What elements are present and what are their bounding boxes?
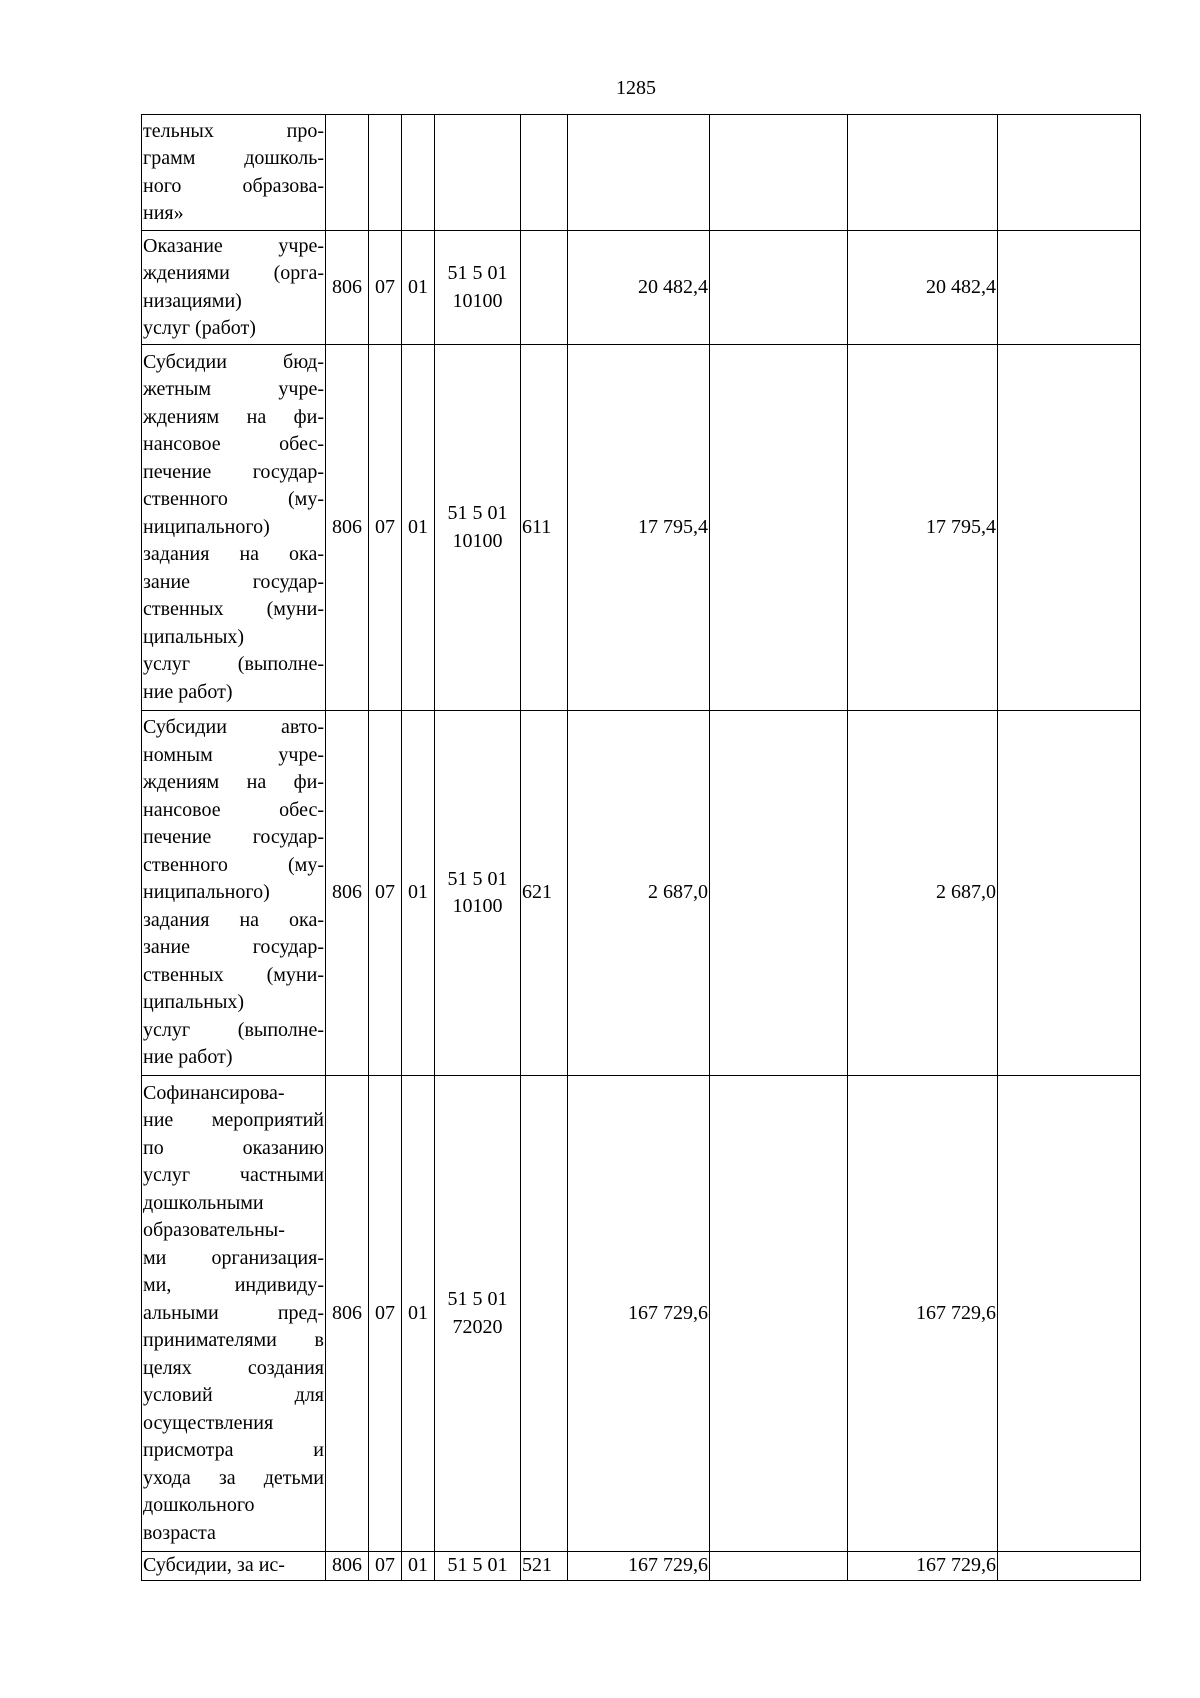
subsection-code-cell: 01 — [402, 1076, 435, 1552]
expense-name-line: задания на ока- — [143, 543, 324, 566]
expense-type-cell: 621 — [521, 711, 568, 1076]
ministry-code-cell: 806 — [326, 1076, 369, 1552]
amount-cell-3: 17 795,4 — [848, 345, 998, 711]
table-row — [142, 115, 1141, 231]
expense-type-cell — [521, 231, 568, 345]
amount-cell-2 — [710, 115, 848, 231]
expense-name-line: Субсидии авто- — [143, 716, 324, 739]
amount-cell-1: 20 482,4 — [568, 231, 710, 345]
expense-name-line: принимателями в — [143, 1329, 324, 1352]
amount-cell-4 — [998, 1552, 1141, 1581]
ministry-code-cell: 806 — [326, 1552, 369, 1581]
amount-cell-1: 167 729,6 — [568, 1076, 710, 1552]
ministry-code-cell — [326, 115, 369, 231]
expense-name-line: ния» — [143, 202, 184, 224]
expense-name-line: дошкольного — [143, 1494, 255, 1517]
target-article-line: 51 5 01 — [447, 502, 508, 524]
expense-name-line: возраста — [143, 1521, 216, 1544]
subsection-code-cell: 01 — [402, 231, 435, 345]
section-code-cell: 07 — [369, 1552, 402, 1581]
expense-name-line: услуг частными — [143, 1164, 324, 1187]
expense-name-line: ного образова- — [143, 174, 324, 197]
expense-name-line: ние мероприятий — [143, 1109, 324, 1132]
expense-name-line: ние работ) — [143, 680, 233, 703]
target-article-line: 51 5 01 — [447, 262, 508, 284]
target-article-cell — [435, 1552, 521, 1581]
section-code-cell: 07 — [369, 1076, 402, 1552]
subsection-code-cell: 01 — [402, 345, 435, 711]
amount-cell-4 — [998, 1076, 1141, 1552]
target-article-cell — [435, 711, 521, 1076]
target-article-line: 10100 — [452, 289, 503, 312]
amount-cell-2 — [710, 711, 848, 1076]
expense-name-line: условий для — [143, 1384, 324, 1407]
expense-name-cell — [142, 345, 326, 711]
amount-cell-1: 167 729,6 — [568, 1552, 710, 1581]
expense-name-cell — [142, 231, 326, 345]
target-article-line: 51 5 01 — [447, 1288, 508, 1310]
expense-name-line: зание государ- — [143, 570, 324, 593]
amount-cell-3: 20 482,4 — [848, 231, 998, 345]
expense-name-line: ми организация- — [143, 1246, 324, 1269]
amount-cell-4 — [998, 345, 1141, 711]
expense-type-cell — [521, 1076, 568, 1552]
expense-name-line: Субсидии бюд- — [143, 350, 324, 373]
amount-cell-4 — [998, 711, 1141, 1076]
expense-name-line: ждениям на фи- — [143, 771, 324, 794]
expense-name-line: ниципального) — [143, 515, 270, 538]
expense-name-cell — [142, 1552, 326, 1581]
target-article-cell — [435, 231, 521, 345]
table-row — [142, 345, 1141, 711]
target-article-line: 51 5 01 — [447, 867, 508, 890]
expense-name-line: ми, индивиду- — [143, 1274, 324, 1297]
expense-name-line: задания на ока- — [143, 908, 324, 931]
expense-name-line: услуг (выполне- — [143, 653, 324, 676]
expense-name-line: присмотра и — [143, 1439, 324, 1462]
expense-type-cell — [521, 115, 568, 231]
page-number: 1285 — [616, 77, 656, 99]
expense-name-line: печение государ- — [143, 460, 324, 483]
target-article-line: 10100 — [452, 895, 503, 917]
amount-cell-1: 17 795,4 — [568, 345, 710, 711]
table-row — [142, 231, 1141, 345]
expense-name-cell — [142, 115, 326, 231]
expense-name-line: Субсидии, за ис- — [143, 1554, 285, 1577]
section-code-cell: 07 — [369, 231, 402, 345]
section-code-cell: 07 — [369, 345, 402, 711]
expense-name-line: услуг (работ) — [143, 317, 256, 339]
expense-name-line: целях создания — [143, 1356, 324, 1379]
target-article-line: 51 5 01 — [447, 1554, 508, 1577]
target-article-cell — [435, 115, 521, 231]
expense-name-line: жетным учре- — [143, 378, 324, 401]
ministry-code-cell: 806 — [326, 231, 369, 345]
expense-name-line: ственного (му- — [143, 853, 324, 876]
section-code-cell — [369, 115, 402, 231]
expense-name-line: дошкольными — [143, 1191, 264, 1214]
expense-name-line: ждениям на фи- — [143, 405, 324, 428]
target-article-line: 10100 — [452, 529, 503, 552]
amount-cell-2 — [710, 1076, 848, 1552]
expense-name-line: печение государ- — [143, 826, 324, 849]
amount-cell-2 — [710, 231, 848, 345]
amount-cell-1: 2 687,0 — [568, 711, 710, 1076]
subsection-code-cell: 01 — [402, 711, 435, 1076]
target-article-line: 72020 — [452, 1315, 503, 1338]
expense-name-line: ухода за детьми — [143, 1466, 324, 1489]
amount-cell-3: 2 687,0 — [848, 711, 998, 1076]
subsection-code-cell: 01 — [402, 1552, 435, 1581]
expense-name-line: зание государ- — [143, 936, 324, 959]
expense-name-line: ципальных) — [143, 625, 245, 648]
amount-cell-2 — [710, 1552, 848, 1581]
expense-name-line: по оказанию — [143, 1136, 324, 1159]
expense-name-line: ние работ) — [143, 1046, 233, 1069]
amount-cell-4 — [998, 231, 1141, 345]
expense-name-line: осуществления — [143, 1411, 274, 1434]
target-article-cell — [435, 345, 521, 711]
expense-name-line: альными пред- — [143, 1301, 324, 1324]
amount-cell-2 — [710, 345, 848, 711]
expense-name-line: низациями) — [143, 289, 242, 312]
amount-cell-3: 167 729,6 — [848, 1552, 998, 1581]
expense-type-cell: 611 — [521, 345, 568, 711]
amount-cell-3 — [848, 115, 998, 231]
expense-name-line: услуг (выполне- — [143, 1018, 324, 1041]
expense-name-line: ственных (муни- — [143, 598, 324, 621]
expense-name-line: Софинансирова- — [143, 1081, 285, 1104]
expense-name-line: ственных (муни- — [143, 963, 324, 986]
ministry-code-cell: 806 — [326, 711, 369, 1076]
expense-name-line: ниципального) — [143, 881, 270, 904]
section-code-cell: 07 — [369, 711, 402, 1076]
expense-name-line: грамм дошколь- — [143, 147, 324, 169]
expense-name-cell — [142, 1076, 326, 1552]
expense-name-line: ственного (му- — [143, 488, 324, 511]
amount-cell-4 — [998, 115, 1141, 231]
expense-name-line: ципальных) — [143, 991, 245, 1014]
amount-cell-3: 167 729,6 — [848, 1076, 998, 1552]
subsection-code-cell — [402, 115, 435, 231]
expense-name-line: образовательны- — [143, 1219, 285, 1242]
table-row — [142, 1076, 1141, 1552]
expense-name-line: Оказание учре- — [143, 234, 324, 257]
expense-name-line: нансовое обес- — [143, 798, 324, 821]
amount-cell-1 — [568, 115, 710, 231]
ministry-code-cell: 806 — [326, 345, 369, 711]
table-row — [142, 711, 1141, 1076]
expense-name-line: тельных про- — [143, 119, 324, 142]
budget-table — [141, 114, 1141, 1581]
table-row — [142, 1552, 1141, 1581]
target-article-cell — [435, 1076, 521, 1552]
expense-name-line: ждениями (орга- — [143, 262, 324, 284]
expense-name-cell — [142, 711, 326, 1076]
expense-name-line: нансовое обес- — [143, 433, 324, 456]
expense-name-line: номным учре- — [143, 743, 324, 766]
expense-type-cell: 521 — [521, 1552, 568, 1581]
